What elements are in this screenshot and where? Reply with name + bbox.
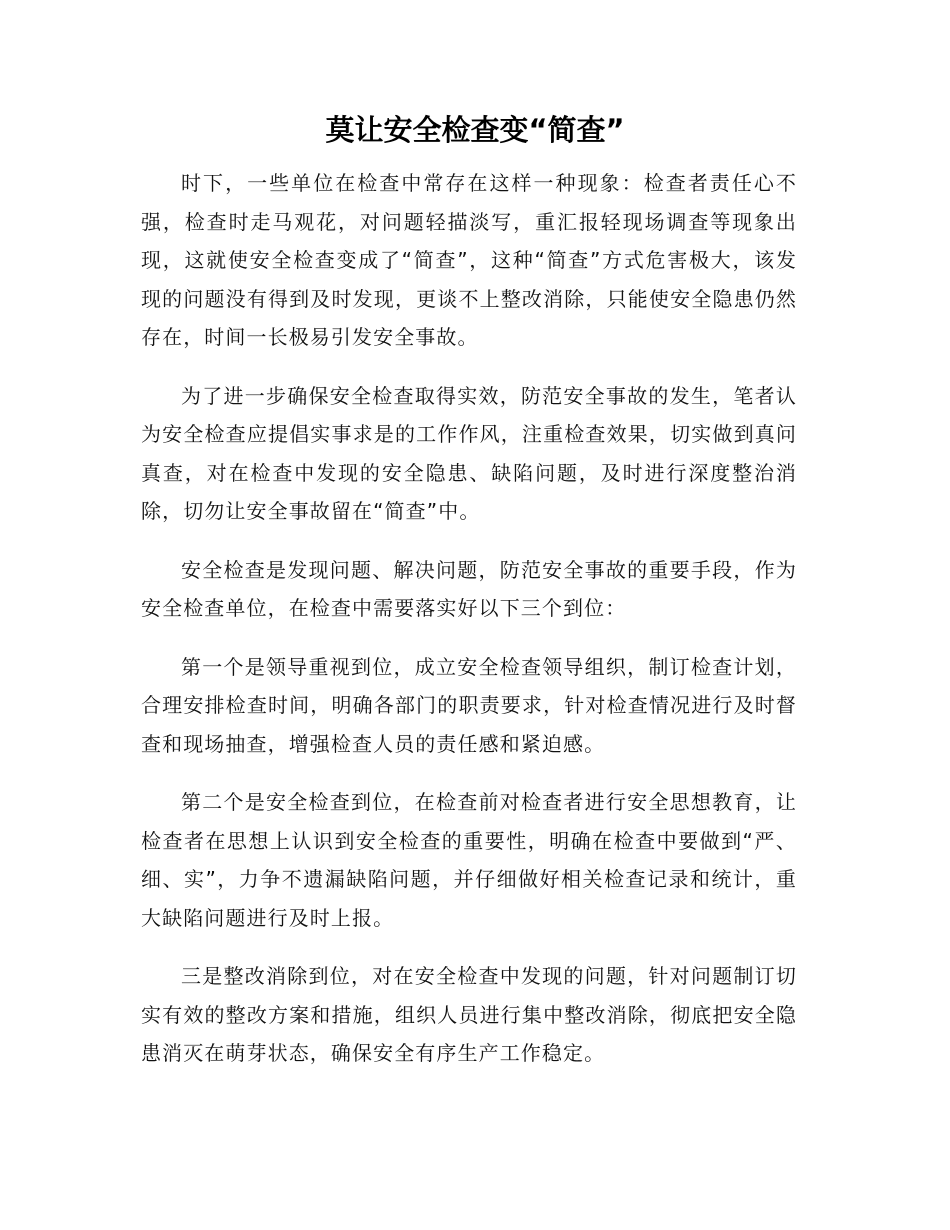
paragraph-1: 时下，一些单位在检查中常存在这样一种现象：检查者责任心不强，检查时走马观花，对问题轻描淡写，重汇报轻现场调查等现象出现，这就使安全检查变成了“简查”，这种“简查”方式危害极大，该发现的问题没有得到及时发现，更谈不上整改消除，只能使安全隐患仍然存在，时间一长极易引发安全事故。 xyxy=(141,171,797,349)
document-body xyxy=(141,164,797,1093)
paragraph-5: 第二个是安全检查到位，在检查前对检查者进行安全思想教育，让检查者在思想上认识到安全检查的重要性，明确在检查中要做到“严、细、实”，力争不遗漏缺陷问题，并仔细做好相关检查记录和统计，重大缺陷问题进行及时上报。 xyxy=(141,790,797,930)
paragraph-4: 第一个是领导重视到位，成立安全检查领导组织，制订检查计划，合理安排检查时间，明确各部门的职责要求，针对检查情况进行及时督查和现场抽查，增强检查人员的责任感和紧迫感。 xyxy=(141,654,797,756)
paragraph-6: 三是整改消除到位，对在安全检查中发现的问题，针对问题制订切实有效的整改方案和措施，组织人员进行集中整改消除，彻底把安全隐患消灭在萌芽状态，确保安全有序生产工作稳定。 xyxy=(141,964,797,1065)
paragraph-2: 为了进一步确保安全检查取得实效，防范安全事故的发生，笔者认为安全检查应提倡实事求是的工作作风，注重检查效果，切实做到真问真查，对在检查中发现的安全隐患、缺陷问题，及时进行深度整治消除，切勿让安全事故留在“简查”中。 xyxy=(141,383,797,523)
paragraph-3: 安全检查是发现问题、解决问题，防范安全事故的重要手段，作为安全检查单位，在检查中需要落实好以下三个到位： xyxy=(141,557,797,620)
document-title: 莫让安全检查变“简查” xyxy=(325,113,625,147)
